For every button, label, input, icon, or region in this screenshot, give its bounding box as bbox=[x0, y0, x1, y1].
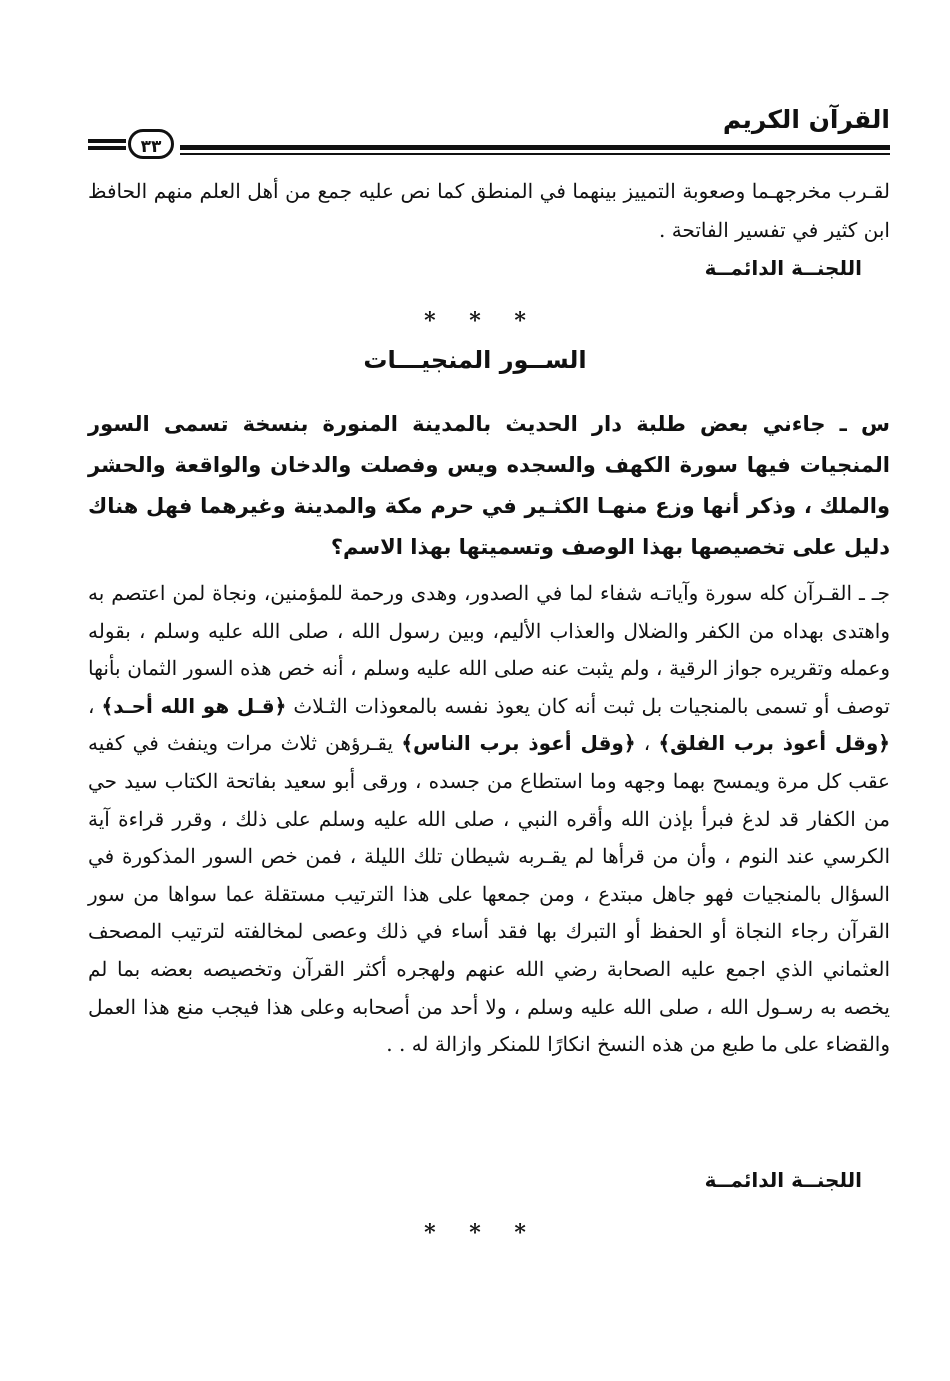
page-number-ornament bbox=[88, 139, 126, 150]
page-header bbox=[88, 105, 890, 165]
quran-quote-nas: ﴿وقل أعوذ برب الناس﴾ bbox=[401, 731, 636, 756]
quote-separator-1: ، bbox=[88, 693, 95, 718]
quote-separator-2: ، bbox=[643, 731, 651, 756]
header-rule-thick bbox=[180, 145, 890, 150]
page-number: ٣٣ bbox=[128, 129, 174, 159]
book-title: القرآن الكريم bbox=[722, 105, 890, 134]
header-rule-thin bbox=[180, 153, 890, 155]
answer-paragraph bbox=[88, 575, 890, 1064]
separator-stars-1: * * * bbox=[424, 308, 526, 334]
quran-quote-ikhlas: ﴿قـل هو الله أحـد﴾ bbox=[101, 693, 287, 718]
intro-paragraph: لقـرب مخرجهـما وصعوبة التمييز بينهما في المنطق كما نص عليه جمع من أهل العلم منهم الحافظ ابن كثير في تفسير الفاتحة . bbox=[88, 179, 890, 242]
section-title: الســور المنجيـــات bbox=[363, 346, 587, 374]
question-paragraph: س ـ جاءني بعض طلبة دار الحديث بالمدينة المنورة بنسخة تسمى السور المنجيات فيها سورة الكهف والسجده ويس وفصلت والدخان والواقعة والحشر والملك ، وذكر أنها وزع منهـا الكثـير في حرم مكة والمدينة وغيرهما فهل هناك دليل على تخصيصها بهذا الوصف وتسميتها بهذا الاسم؟ bbox=[88, 412, 890, 559]
quran-quote-falaq: ﴿وقل أعوذ برب الفلق﴾ bbox=[658, 731, 891, 756]
signature-standing-committee-2: اللجنــة الدائمــة bbox=[704, 1168, 862, 1192]
separator-stars-2: * * * bbox=[424, 1220, 526, 1246]
signature-standing-committee-1: اللجنــة الدائمــة bbox=[704, 256, 862, 280]
answer-text-part2: يقـرؤهن ثلاث مرات وينفث في كفيه عقب كل مرة ويمسح بهما وجهه وما استطاع من جسده ، ورقى أبو سعيد بفاتحة الكتاب سيد حي من الكفار قد لدغ فبرأ بإذن الله وأقره النبي ، صلى الله عليه وسلم على ذلك ، وقرر قراءة آية الكرسي عند النوم ، وأن من قرأها لم يقـربه شيطان تلك الليلة ، فمن خص السور المذكورة في السؤال بالمنجيات فهو جاهل مبتدع ، ومن جمعها على هذا الترتيب مستقلة عما سواها من سور القرآن رجاء النجاة أو الحفظ أو التبرك بها فقد أساء في ذلك وعصى لمخالفته لترتيب المصحف العثماني الذي اجمع عليه الصحابة رضي الله عنهم ولهجره أكثر القرآن وتخصيصه بعضه بما لم يخصه به رسـول الله ، صلى الله عليه وسلم ، ولا أحد من أصحابه وعلى هذا فيجب منع هذا العمل والقضاء على ما طبع من هذه النسخ انكارًا للمنكر وازالة له . . bbox=[88, 731, 890, 1057]
answer-text-part1: جـ ـ القـرآن كله سورة وآياتـه شفاء لما في الصدور، وهدى ورحمة للمؤمنين، ونجاة لمن اعتصم به واهتدى بهداه من الكفر والضلال والعذاب الأليم، وبين رسول الله ، صلى الله عليه وسلم ، بقوله وعمله وتقريره جواز الرقية ، ولم يثبت عنه صلى الله عليه وسلم ، أنه خص هذه السور الثمان بأنها توصف أو تسمى بالمنجيات بل ثبت أنه كان يعوذ نفسه بالمعوذات الثـلاث bbox=[88, 581, 890, 718]
